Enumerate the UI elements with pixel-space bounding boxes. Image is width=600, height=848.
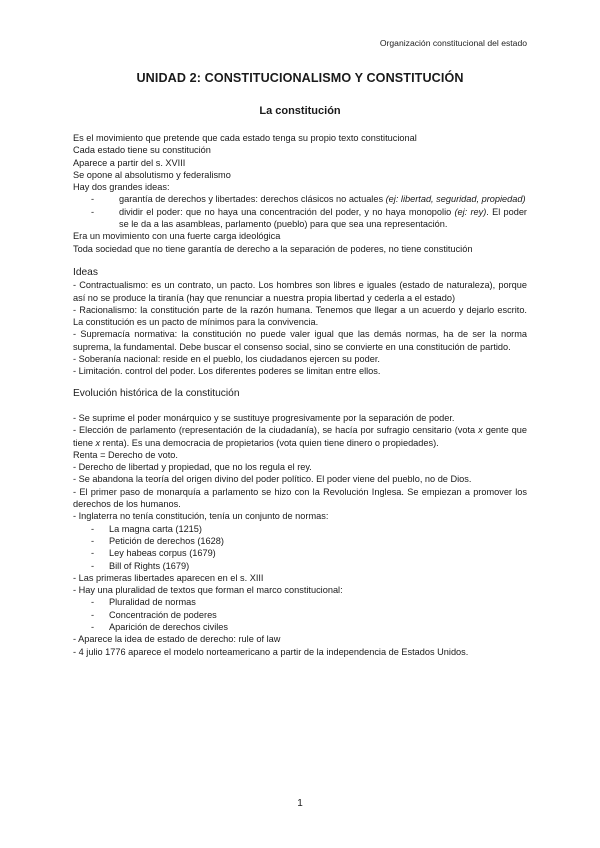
paragraph: Toda sociedad que no tiene garantía de derecho a la separación de poderes, no tiene constitución <box>73 243 473 254</box>
paragraph: - 4 julio 1776 aparece el modelo norteamericano a partir de la independencia de Estados Unidos. <box>73 646 469 657</box>
paragraph: Es el movimiento que pretende que cada estado tenga su propio texto constitucional <box>73 133 417 143</box>
paragraph: - Racionalismo: la constitución parte de la razón humana. Tenemos que llegar a un acuerdo y dejarlo escrito. La constitución es un pacto de mínimos para la convivencia. <box>73 304 527 328</box>
paragraph: Cada estado tiene su constitución <box>73 145 211 156</box>
bullet-marker: - <box>91 194 95 205</box>
paragraph: - Soberanía nacional: reside en el pueblo, los ciudadanos ejercen su poder. <box>73 354 380 365</box>
paragraph: - Se abandona la teoría del origen divino del poder político. El poder viene del pueblo, no de Dios. <box>73 474 472 485</box>
paragraph: - Las primeras libertades aparecen en el s. XIII <box>73 572 264 583</box>
paragraph: - Inglaterra no tenía constitución, tenía un conjunto de normas: <box>73 511 329 522</box>
page-title: UNIDAD 2: CONSTITUCIONALISMO Y CONSTITUCIÓN <box>136 71 464 85</box>
list-item <box>73 193 527 205</box>
list-item <box>73 206 527 231</box>
list-item: - La magna carta (1215) <box>91 523 202 534</box>
bullet-marker: - <box>91 206 95 217</box>
list-item: - Concentración de poderes <box>91 609 217 620</box>
paragraph: Aparece a partir del s. XVIII <box>73 157 186 168</box>
paragraph: Renta = Derecho de voto. <box>73 449 178 460</box>
list-item: - Bill of Rights (1679) <box>91 560 190 571</box>
paragraph: Se opone al absolutismo y federalismo <box>73 169 231 180</box>
paragraph: - Contractualismo: es un contrato, un pacto. Los hombres son libres e iguales (estado de naturaleza), porque así no se produce la tiranía (hay que renunciar a nuestra propia libertad y cederla a el estado) <box>73 280 527 303</box>
page-number: 1 <box>297 798 303 809</box>
section-heading-evolucion: Evolución histórica de la constitución <box>73 387 240 399</box>
list-item-example: (ej: rey) <box>454 206 487 217</box>
list-item: - Pluralidad de normas <box>91 597 196 608</box>
paragraph: - Supremacía normativa: la constitución no puede valer igual que las demás normas, ha de ser la norma suprema, la fundamental. Debe buscar el consenso social, sino se convierte en una constitución de partido. <box>73 329 527 352</box>
paragraph: Hay dos grandes ideas: <box>73 182 170 193</box>
paragraph: - Aparece la idea de estado de derecho: rule of law <box>73 634 281 645</box>
paragraph: - Elección de parlamento (representación de la ciudadanía), se hacía por sufragio censitario (vota x gente que tiene x renta). Es una democracia de propietarios (vota quien tiene dinero o propiedades). <box>73 425 527 448</box>
list-item-text: dividir el poder: que no haya una concentración del poder, y no haya monopolio <box>119 206 452 217</box>
paragraph: - El primer paso de monarquía a parlamento se hizo con la Revolución Inglesa. Se empiezan a promover los derechos de los humanos. <box>73 486 527 510</box>
paragraph: - Derecho de libertad y propiedad, que no los regula el rey. <box>73 462 312 473</box>
list-item: - Aparición de derechos civiles <box>91 621 228 632</box>
paragraph: - Se suprime el poder monárquico y se sustituye progresivamente por la separación de poder. <box>73 412 455 423</box>
list-item-text: . El poder se le da a las asambleas, parlamento (pueblo) para que sea una representación. <box>119 206 527 230</box>
list-item: - Petición de derechos (1628) <box>91 535 224 546</box>
list-item: - Ley habeas corpus (1679) <box>91 548 216 559</box>
running-header: Organización constitucional del estado <box>379 38 527 48</box>
list-item-text: garantía de derechos y libertades: derechos clásicos no actuales <box>119 194 384 205</box>
document-body <box>73 132 527 658</box>
paragraph: Era un movimiento con una fuerte carga ideológica <box>73 231 281 242</box>
paragraph: - Hay una pluralidad de textos que forman el marco constitucional: <box>73 585 343 596</box>
section-title: La constitución <box>259 105 341 117</box>
paragraph: - Limitación. control del poder. Los diferentes poderes se limitan entre ellos. <box>73 366 381 377</box>
section-heading-ideas: Ideas <box>73 266 98 278</box>
list-item-example: (ej: libertad, seguridad, propiedad) <box>385 194 526 205</box>
